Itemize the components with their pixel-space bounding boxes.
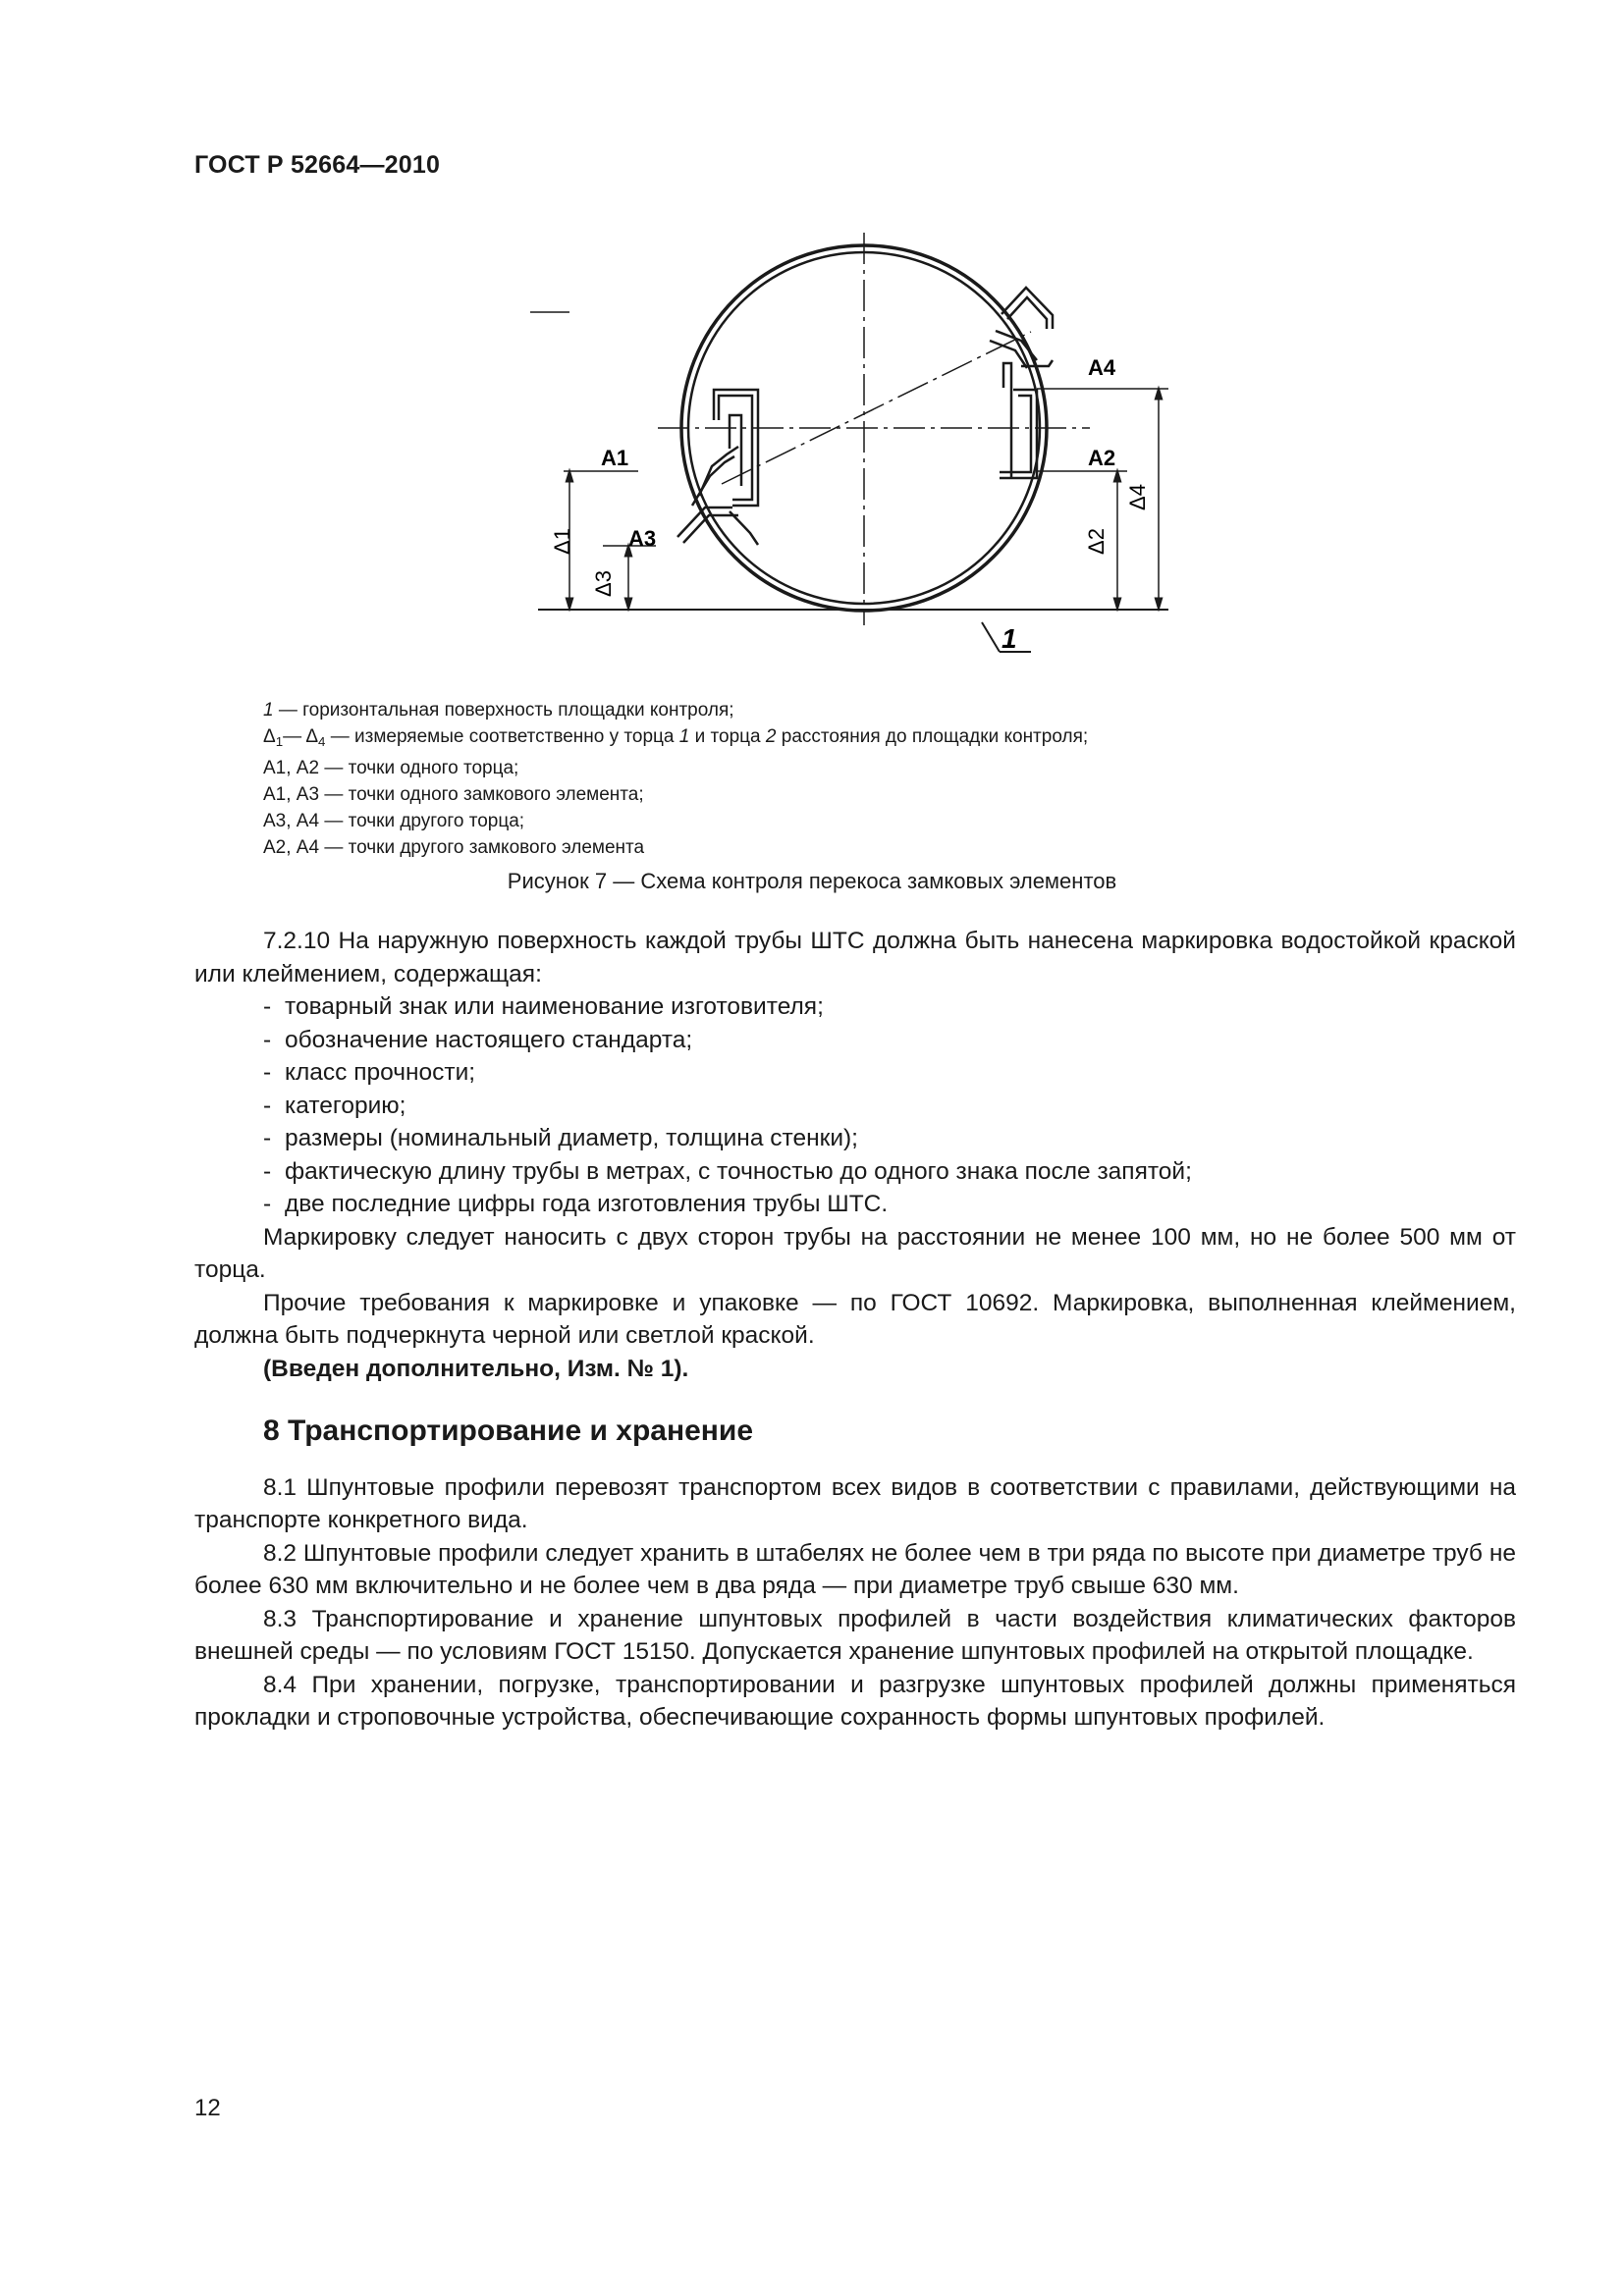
figure-dimension-overlay: [0, 0, 1624, 687]
label-delta2: Δ2: [1084, 528, 1109, 555]
label-a4: А4: [1088, 355, 1116, 380]
list-item: - фактическую длину трубы в метрах, с точностью до одного знака после запятой;: [263, 1157, 1192, 1185]
legend-item-surface: 1 — горизонтальная поверхность площадки контроля;: [263, 700, 734, 721]
list-item: - класс прочности;: [263, 1059, 476, 1086]
list-item: - обозначение настоящего стандарта;: [263, 1026, 693, 1053]
list-item: - категорию;: [263, 1092, 406, 1119]
amendment-note: (Введен дополнительно, Изм. № 1).: [263, 1355, 689, 1382]
paragraph-8-2: 8.2 Шпунтовые профили следует хранить в штабелях не более чем в три ряда по высоте при диаметре труб не более 630 мм включительно и не более чем в два ряда — при диаметре труб свыше 630 мм.: [194, 1539, 1516, 1599]
paragraph-8-4: 8.4 При хранении, погрузке, транспортировании и разгрузке шпунтовых профилей должны применяться прокладки и строповочные устройства, обеспечивающие сохранность формы шпунтовых профилей.: [194, 1671, 1516, 1731]
paragraph-other-requirements: Прочие требования к маркировке и упаковке — по ГОСТ 10692. Маркировка, выполненная клеймением, должна быть подчеркнута черной или светлой краской.: [194, 1289, 1516, 1349]
figure-caption: Рисунок 7 — Схема контроля перекоса замковых элементов: [507, 869, 1117, 893]
document-body: [194, 925, 1516, 1735]
legend-item-deltas: $\Delta_1—$ $\Delta_4$ — измеряемые соответственно у торца 1 и торца 2 расстояния до площадки контроля;: [263, 726, 1089, 749]
marking-list: [194, 990, 1516, 1221]
legend-item-a1-a2: А1, А2 — точки одного торца;: [263, 757, 519, 778]
label-a3: А3: [628, 526, 657, 551]
paragraph-8-3: 8.3 Транспортирование и хранение шпунтовых профилей в части воздействия климатических факторов внешней среды — по условиям ГОСТ 15150. Допускается хранение шпунтовых профилей на открытой площадке.: [194, 1605, 1516, 1665]
section-8-title: 8 Транспортирование и хранение: [263, 1415, 754, 1447]
label-delta4: Δ4: [1125, 484, 1150, 510]
paragraph-8-1: 8.1 Шпунтовые профили перевозят транспортом всех видов в соответствии с правилами, действующими на транспорте конкретного вида.: [194, 1473, 1516, 1533]
list-item: - две последние цифры года изготовления трубы ШТС.: [263, 1191, 889, 1217]
legend-item-a1-a3: А1, А3 — точки одного замкового элемента;: [263, 783, 644, 805]
label-a2: А2: [1088, 446, 1116, 470]
legend-item-a2-a4: А2, А4 — точки другого замкового элемента: [263, 836, 645, 858]
paragraph-marking-distance: Маркировку следует наносить с двух сторон трубы на расстоянии не менее 100 мм, но не более 500 мм от торца.: [194, 1223, 1516, 1283]
page-number: 12: [194, 2095, 221, 2121]
label-a1: А1: [601, 446, 629, 470]
label-delta1: Δ1: [550, 528, 574, 555]
item1-leader: [982, 622, 1000, 652]
list-item: - товарный знак или наименование изготовителя;: [263, 993, 824, 1020]
label-item-1: 1: [1001, 623, 1017, 654]
figure-legend: [263, 697, 1088, 861]
legend-item-a3-a4: А3, А4 — точки другого торца;: [263, 810, 525, 831]
document-header: ГОСТ Р 52664—2010: [194, 151, 441, 179]
paragraph-7-2-10: 7.2.10 На наружную поверхность каждой трубы ШТС должна быть нанесена маркировка водостойкой краской или клеймением, содержащая:: [194, 928, 1516, 988]
list-item: - размеры (номинальный диаметр, толщина стенки);: [263, 1125, 858, 1151]
label-delta3: Δ3: [591, 570, 616, 597]
